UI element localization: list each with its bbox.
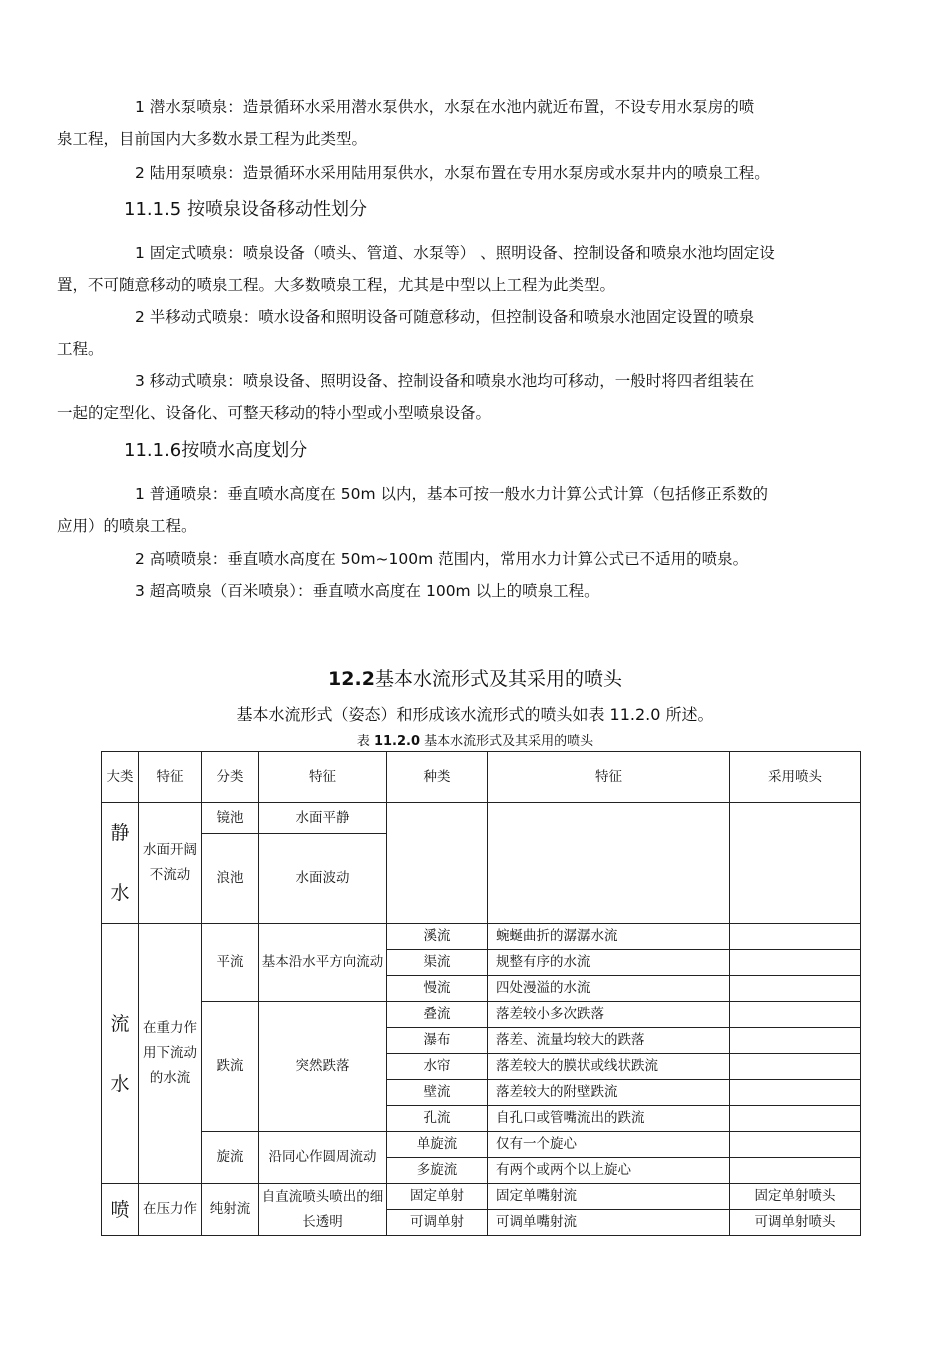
feature-cell: 基本沿水平方向流动 [259,924,387,1002]
kind-cell: 瀑布 [387,1028,488,1054]
para-8-line-1: 3 超高喷泉（百米喷泉）：垂直喷水高度在 100m 以上的喷泉工程。 [135,582,600,600]
nozzle-cell [730,1132,861,1158]
kind-cell: 固定单射 [387,1184,488,1210]
desc-cell: 仅有一个旋心 [488,1132,730,1158]
section-title [0,664,950,691]
para-3-line-1: 1 固定式喷泉：喷泉设备（喷头、管道、水泵等） 、照明设备、控制设备和喷泉水池均固定设 [135,244,775,262]
header-feature-1: 特征 [139,752,202,803]
nozzle-cell [730,1158,861,1184]
class-cell: 旋流 [202,1132,259,1184]
nozzle-cell [730,1080,861,1106]
kind-cell: 慢流 [387,976,488,1002]
para-1-line-1: 1 潜水泵喷泉：造景循环水采用潜水泵供水，水泵在水池内就近布置，不设专用水泵房的喷 [135,98,755,116]
major-still-water: 静水 [102,803,139,924]
para-4-line-2: 工程。 [57,340,104,358]
nozzle-cell: 可调单射喷头 [730,1210,861,1236]
kind-cell: 壁流 [387,1080,488,1106]
desc-cell: 蜿蜒曲折的潺潺水流 [488,924,730,950]
nozzle-cell [730,1028,861,1054]
desc-cell: 落差较大的附壁跌流 [488,1080,730,1106]
kind-cell: 多旋流 [387,1158,488,1184]
caption-number: 11.2.0 [373,734,421,749]
major-flowing-water: 流水 [102,924,139,1184]
class-cell: 平流 [202,924,259,1002]
desc-cell: 固定单嘴射流 [488,1184,730,1210]
feature-still-water: 水面开阔不流动 [139,803,202,924]
header-major-class: 大类 [102,752,139,803]
class-cell: 跌流 [202,1002,259,1132]
para-5-line-1: 3 移动式喷泉：喷泉设备、照明设备、控制设备和喷泉水池均可移动，一般时将四者组装在 [135,372,755,390]
empty-cell [730,803,861,924]
table-row [102,803,861,834]
kind-cell: 孔流 [387,1106,488,1132]
feature-flowing-water: 在重力作用下流动的水流 [139,924,202,1184]
class-cell: 镜池 [202,803,259,834]
kind-cell: 水帘 [387,1054,488,1080]
empty-cell [488,803,730,924]
table-row [102,1184,861,1210]
para-5-line-2: 一起的定型化、设备化、可整天移动的特小型或小型喷泉设备。 [57,404,492,422]
kind-cell: 渠流 [387,950,488,976]
desc-cell: 有两个或两个以上旋心 [488,1158,730,1184]
section-title-text: 基本水流形式及其采用的喷头 [374,668,622,690]
nozzle-cell [730,1106,861,1132]
nozzle-cell [730,924,861,950]
empty-cell [387,803,488,924]
water-flow-table [101,751,861,1236]
desc-cell: 自孔口或管嘴流出的跌流 [488,1106,730,1132]
class-cell: 纯射流 [202,1184,259,1236]
table-caption [0,730,950,749]
para-7-line-1: 2 高喷喷泉：垂直喷水高度在 50m~100m 范围内，常用水力计算公式已不适用的喷泉。 [135,550,749,568]
feature-cell: 突然跌落 [259,1002,387,1132]
header-feature-3: 特征 [488,752,730,803]
nozzle-cell: 固定单射喷头 [730,1184,861,1210]
desc-cell: 落差、流量均较大的跌落 [488,1028,730,1054]
feature-spray: 在压力作 [139,1184,202,1236]
nozzle-cell [730,976,861,1002]
kind-cell: 叠流 [387,1002,488,1028]
kind-cell: 单旋流 [387,1132,488,1158]
desc-cell: 四处漫溢的水流 [488,976,730,1002]
desc-cell: 落差较小多次跌落 [488,1002,730,1028]
table-row [102,1132,861,1158]
para-3-line-2: 置，不可随意移动的喷泉工程。大多数喷泉工程，尤其是中型以上工程为此类型。 [57,276,616,294]
major-spray: 喷 [102,1184,139,1236]
desc-cell: 规整有序的水流 [488,950,730,976]
para-6-line-2: 应用）的喷泉工程。 [57,517,197,535]
caption-prefix: 表 [356,734,374,749]
heading-11-1-5: 11.1.5 按喷泉设备移动性划分 [124,199,367,220]
nozzle-cell [730,1054,861,1080]
feature-cell: 水面波动 [259,834,387,924]
nozzle-cell [730,1002,861,1028]
heading-11-1-6: 11.1.6按喷水高度划分 [124,440,308,461]
feature-cell: 水面平静 [259,803,387,834]
section-intro: 基本水流形式（姿态）和形成该水流形式的喷头如表 11.2.0 所述。 [236,705,714,724]
desc-cell: 落差较大的膜状或线状跌流 [488,1054,730,1080]
desc-cell: 可调单嘴射流 [488,1210,730,1236]
header-kind: 种类 [387,752,488,803]
table-row [102,1002,861,1028]
para-2-line-1: 2 陆用泵喷泉：造景循环水采用陆用泵供水，水泵布置在专用水泵房或水泵井内的喷泉工程。 [135,164,770,182]
header-feature-2: 特征 [259,752,387,803]
feature-cell: 沿同心作圆周流动 [259,1132,387,1184]
kind-cell: 可调单射 [387,1210,488,1236]
section-number: 12.2 [328,668,375,690]
class-cell: 浪池 [202,834,259,924]
para-6-line-1: 1 普通喷泉：垂直喷水高度在 50m 以内，基本可按一般水力计算公式计算（包括修正系数的 [135,485,768,503]
caption-text: 基本水流形式及其采用的喷头 [420,734,594,749]
kind-cell: 溪流 [387,924,488,950]
header-nozzle: 采用喷头 [730,752,861,803]
table-header-row [102,752,861,803]
header-class: 分类 [202,752,259,803]
nozzle-cell [730,950,861,976]
feature-cell: 自直流喷头喷出的细长透明 [259,1184,387,1236]
para-4-line-1: 2 半移动式喷泉：喷水设备和照明设备可随意移动，但控制设备和喷泉水池固定设置的喷泉 [135,308,755,326]
table-row [102,924,861,950]
para-1-line-2: 泉工程，目前国内大多数水景工程为此类型。 [57,130,368,148]
